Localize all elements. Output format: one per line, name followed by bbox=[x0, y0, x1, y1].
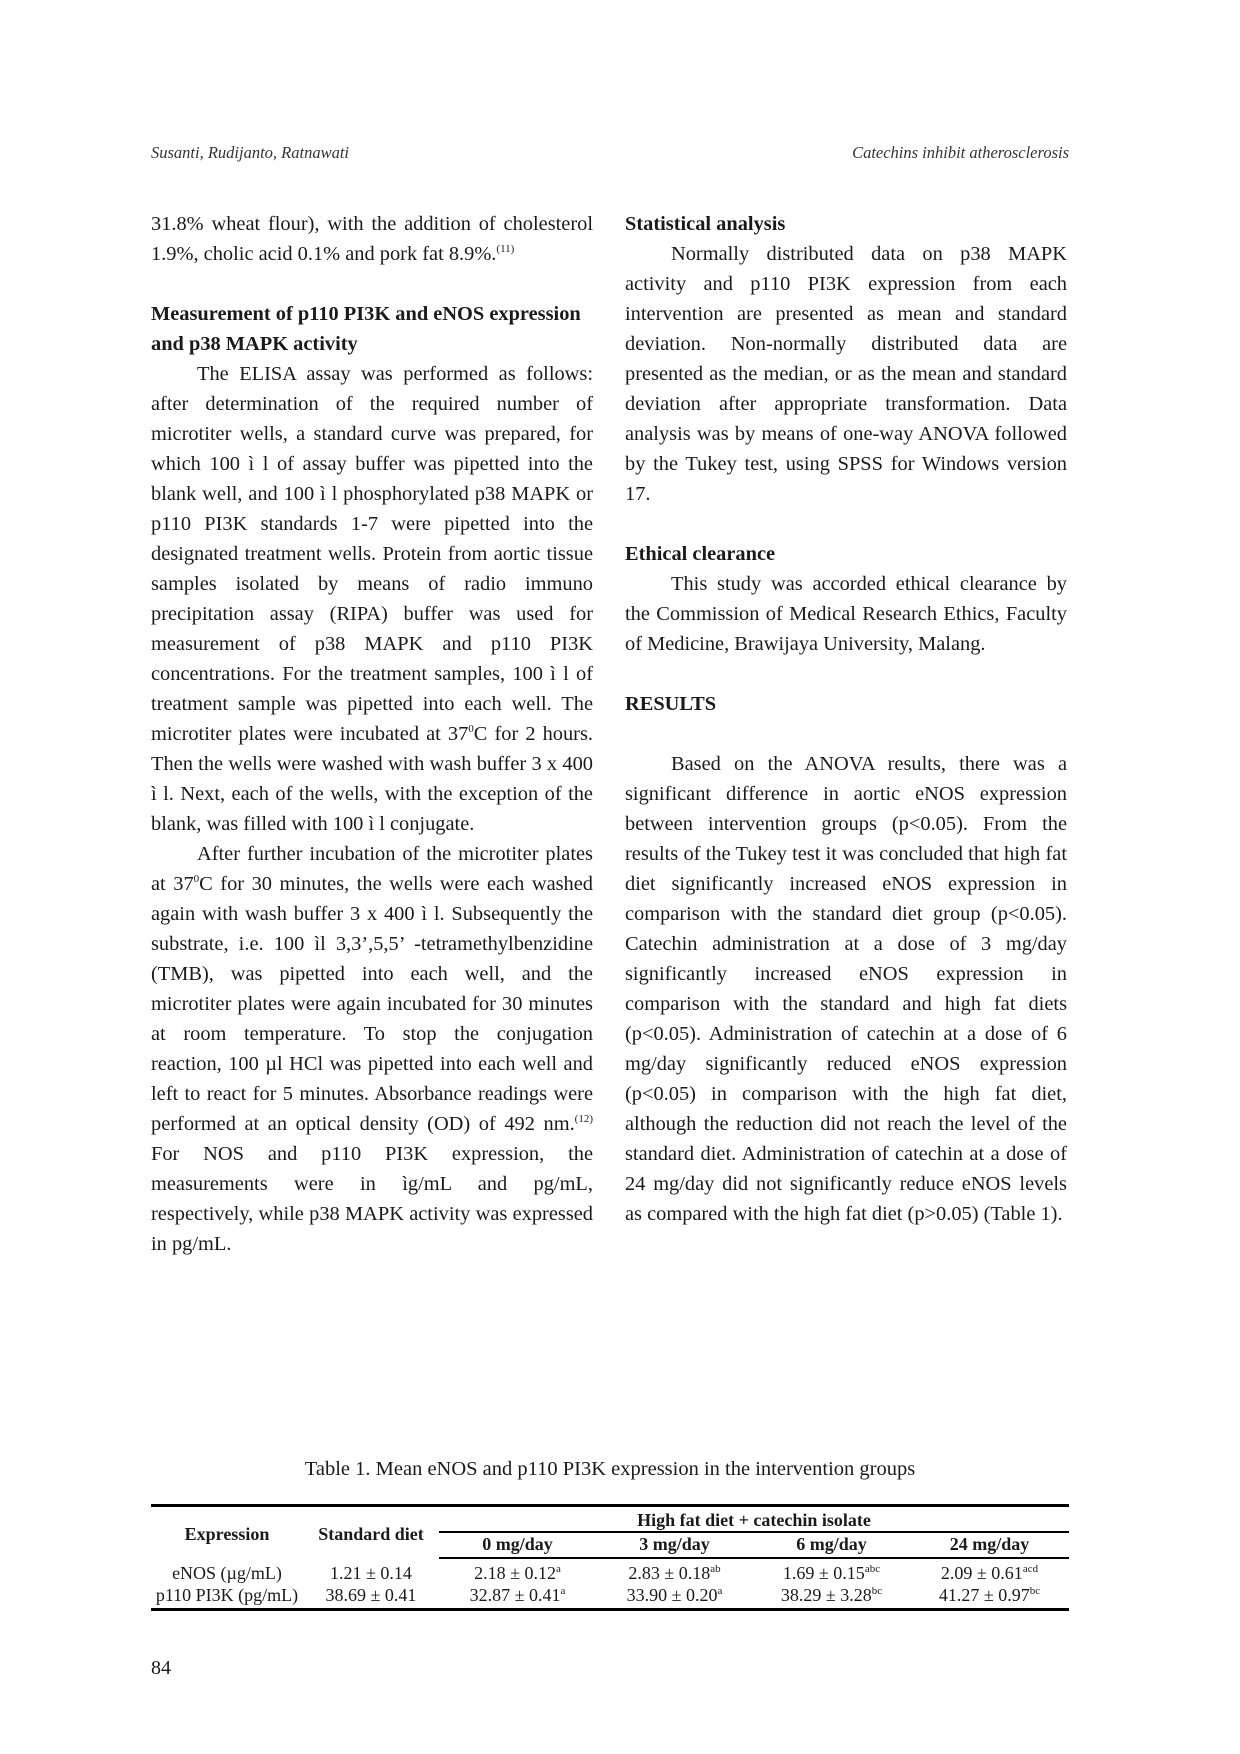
column-header-dose: 3 mg/day bbox=[596, 1532, 753, 1558]
column-header-dose: 0 mg/day bbox=[439, 1532, 596, 1558]
heading-statistical-analysis: Statistical analysis bbox=[625, 213, 786, 235]
column-header-dose: 6 mg/day bbox=[753, 1532, 910, 1558]
row-label: eNOS (µg/mL) bbox=[172, 1562, 282, 1583]
table-cell: 1.21 ± 0.14 bbox=[330, 1562, 412, 1583]
paragraph-incubation: After further incubation of the microtiter plates at $37^0C$ for 30 minutes, the wells were each washed again with wash buffer 3 x 400 ì l. Subsequently the substrate, i.e. 100 ìl 3,3’,5,5’ -tetramethylbenzidine (TMB), was pipetted into each well, and the microtiter plates were again incubated for 30 minutes at room temperature. To stop the conjugation reaction, 100 µl HCl was pipetted into each well and left to react for 5 minutes. Absorbance readings were performed at an optical density (OD) of 492 nm.$^{(12)}$ For NOS and p110 PI3K expression, the measurements were in ìg/mL and pg/mL, respectively, while p38 MAPK activity was expressed in pg/mL. bbox=[151, 843, 593, 1255]
paragraph-intro-continuation: 31.8% wheat flour), with the addition of cholesterol 1.9%, cholic acid 0.1% and pork fat 8.9%.$^{(11)}$ bbox=[151, 213, 593, 265]
column-header-standard-diet: Standard diet bbox=[303, 1506, 439, 1559]
column-header-dose: 24 mg/day bbox=[910, 1532, 1069, 1558]
table-row bbox=[151, 1558, 1069, 1584]
table-cell: 2.09 ± 0.61$^{acd}$ bbox=[940, 1563, 1039, 1583]
table-cell: 38.69 ± 0.41 bbox=[303, 1584, 439, 1610]
table-caption: Table 1. Mean eNOS and p110 PI3K expression in the intervention groups bbox=[304, 1458, 916, 1480]
heading-results: RESULTS bbox=[625, 693, 717, 715]
column-header-high-fat-group: High fat diet + catechin isolate bbox=[439, 1506, 1069, 1533]
citation-11: (11) bbox=[496, 243, 515, 256]
table-cell: 38.29 ± 3.28$^{bc}$ bbox=[753, 1584, 910, 1610]
page-number: 84 bbox=[151, 1657, 171, 1679]
table-row bbox=[151, 1584, 1069, 1610]
heading-ethical-clearance: Ethical clearance bbox=[625, 543, 776, 565]
table-cell: 33.90 ± 0.20$^a$ bbox=[596, 1584, 753, 1610]
running-head-authors: Susanti, Rudijanto, Ratnawati bbox=[151, 143, 350, 162]
column-header-expression: Expression bbox=[151, 1506, 303, 1559]
table-cell: 41.27 ± 0.97$^{bc}$ bbox=[910, 1584, 1069, 1610]
results-table bbox=[151, 1504, 1069, 1611]
heading-measurement: Measurement of p110 PI3K and eNOS expression and p38 MAPK activity bbox=[151, 303, 581, 355]
table-cell: 1.69 ± 0.15$^{abc}$ bbox=[782, 1563, 881, 1583]
row-label: p110 PI3K (pg/mL) bbox=[151, 1584, 303, 1610]
paragraph-elisa: The ELISA assay was performed as follows: after determination of the required number of microtiter wells, a standard curve was prepared, for which 100 ì l of assay buffer was pipetted into the blank well, and 100 ì l phosphorylated p38 MAPK or p110 PI3K standards 1-7 were pipetted into the designated treatment wells. Protein from aortic tissue samples isolated by means of radio immuno precipitation assay (RIPA) buffer was used for measurement of p38 MAPK and p110 PI3K concentrations. For the treatment samples, 100 ì l of treatment sample was pipetted into each well. The microtiter plates were incubated at $37^0C$ for 2 hours. Then the wells were washed with wash buffer 3 x 400 ì l. Next, each of the wells, with the exception of the blank, was filled with 100 ì l conjugate. bbox=[151, 363, 593, 835]
right-column bbox=[625, 209, 1067, 1229]
table-cell: 2.18 ± 0.12$^a$ bbox=[474, 1563, 561, 1583]
paragraph-statistical: Normally distributed data on p38 MAPK activity and p110 PI3K expression from each intervention are presented as mean and standard deviation. Non-normally distributed data are presented as the median, or as the mean and standard deviation after appropriate transformation. Data analysis was by means of one-way ANOVA followed by the Tukey test, using SPSS for Windows version 17. bbox=[625, 243, 1067, 505]
paragraph-results: Based on the ANOVA results, there was a significant difference in aortic eNOS expression between intervention groups (p<0.05). From the results of the Tukey test it was concluded that high fat diet significantly increased eNOS expression in comparison with the standard diet group (p<0.05). Catechin administration at a dose of 3 mg/day significantly increased eNOS expression in comparison with the standard and high fat diets (p<0.05). Administration of catechin at a dose of 6 mg/day significantly reduced eNOS expression (p<0.05) in comparison with the high fat diet, although the reduction did not reach the level of the standard diet. Administration of catechin at a dose of 24 mg/day did not significantly reduce eNOS levels as compared with the high fat diet (p>0.05) (Table 1). bbox=[625, 753, 1067, 1225]
table-cell: 32.87 ± 0.41$^a$ bbox=[439, 1584, 596, 1610]
left-column bbox=[151, 209, 593, 1259]
running-head-title: Catechins inhibit atherosclerosis bbox=[852, 143, 1069, 162]
citation-12: (12) bbox=[574, 1113, 593, 1126]
table-cell: 2.83 ± 0.18$^{ab}$ bbox=[628, 1563, 721, 1583]
paragraph-ethical: This study was accorded ethical clearance by the Commission of Medical Research Ethics, Faculty of Medicine, Brawijaya University, Malang. bbox=[625, 573, 1067, 655]
